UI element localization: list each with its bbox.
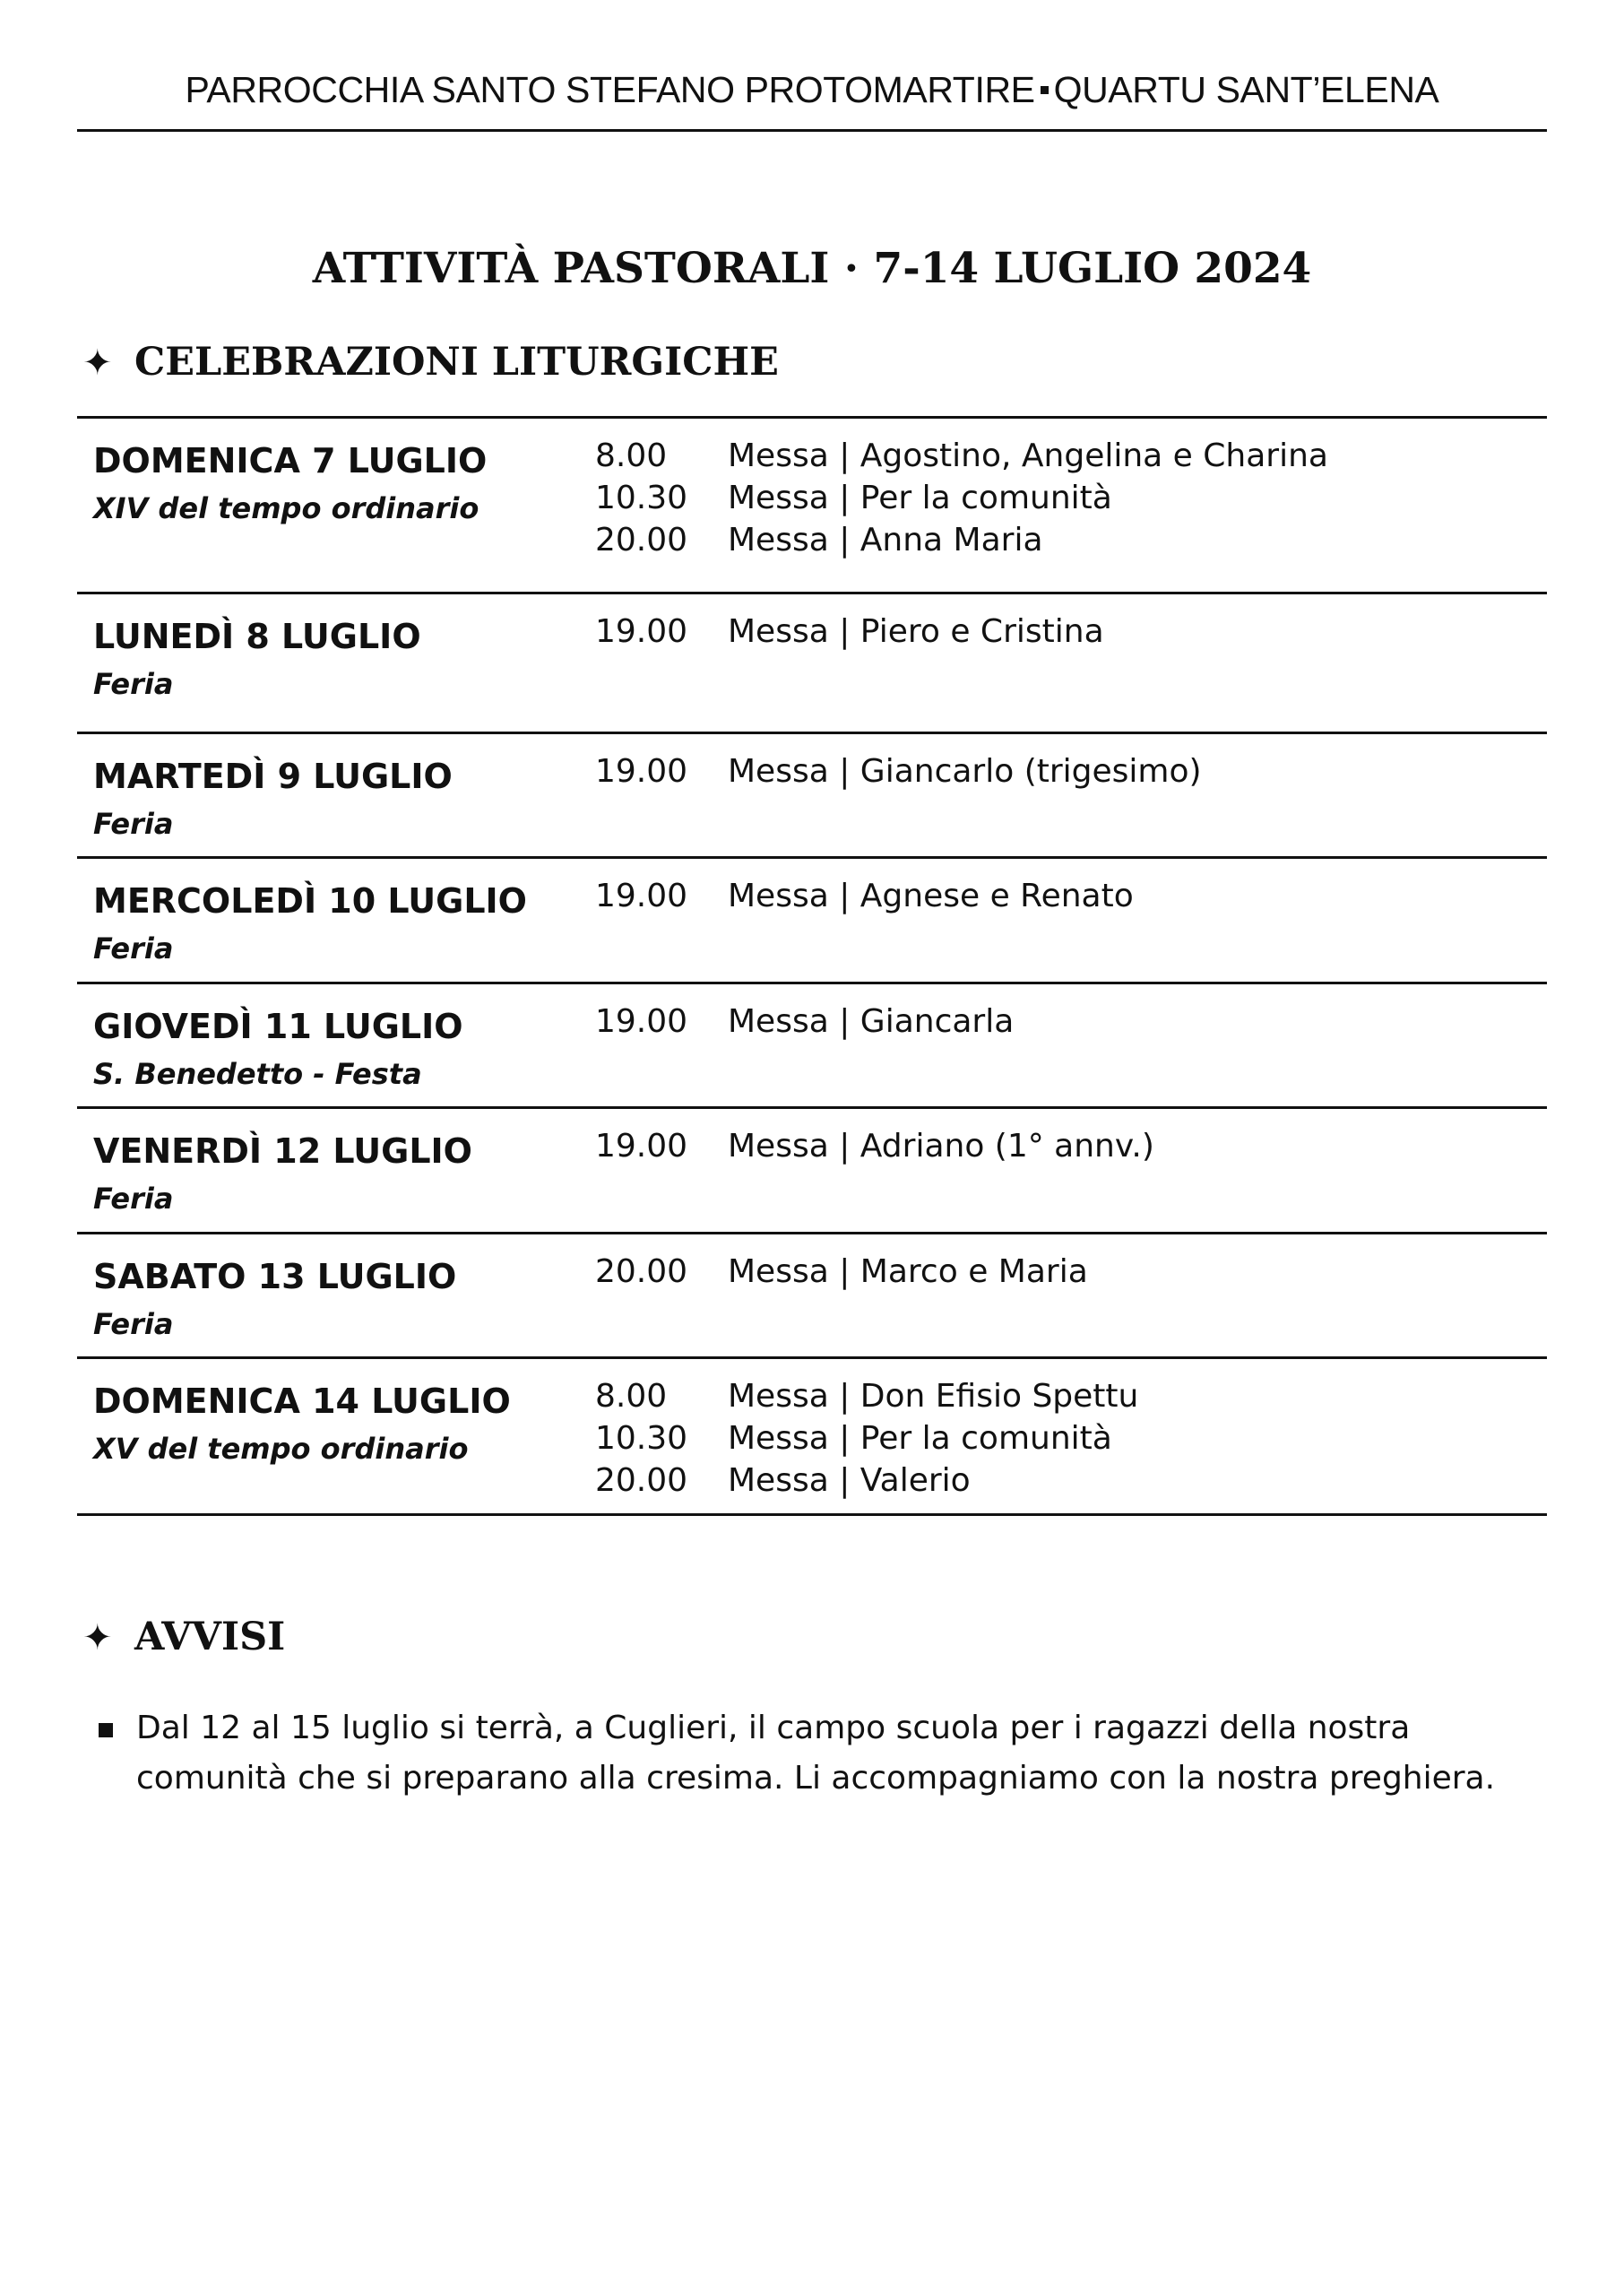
page-title: ATTIVITÀ PASTORALI · 7-14 LUGLIO 2024 (312, 244, 1312, 293)
event-item (595, 1125, 1154, 1167)
event-list (595, 435, 1328, 561)
notice-text: Dal 12 al 15 luglio si terrà, a Cuglieri, il campo scuola per i ragazzi della nostra comunità che si preparano alla cresima. Li accompagniamo con la nostra preghiera. (136, 1710, 1496, 1797)
event-time: 8.00 (595, 1378, 668, 1415)
four-pointed-star-icon: ✦ (82, 1617, 113, 1658)
schedule-row (77, 594, 1547, 734)
event-item (595, 519, 1328, 561)
notice-item (77, 1703, 1556, 1804)
schedule-row (77, 1109, 1547, 1234)
event-time: 19.00 (595, 878, 688, 914)
schedule-table (77, 416, 1547, 1516)
event-description: Messa | Adriano (1° annv.) (728, 1128, 1154, 1165)
schedule-row (77, 984, 1547, 1109)
event-time: 8.00 (595, 437, 668, 474)
event-time: 20.00 (595, 1462, 688, 1499)
day-liturgical-note: Feria (93, 667, 174, 701)
event-item (595, 477, 1328, 519)
event-time: 19.00 (595, 613, 688, 650)
day-name: MARTEDÌ 9 LUGLIO (93, 757, 453, 796)
schedule-row (77, 1234, 1547, 1359)
day-liturgical-note: XIV del tempo ordinario (93, 491, 479, 525)
event-item (595, 611, 1104, 653)
event-description: Messa | Per la comunità (728, 480, 1112, 516)
event-description: Messa | Don Efisio Spettu (728, 1378, 1139, 1415)
event-item (595, 750, 1202, 792)
schedule-row (77, 734, 1547, 859)
event-item (595, 1251, 1088, 1293)
event-item (595, 1417, 1138, 1459)
event-description: Messa | Giancarlo (trigesimo) (728, 753, 1202, 790)
event-list (595, 1125, 1154, 1167)
event-list (595, 875, 1134, 917)
day-name: SABATO 13 LUGLIO (93, 1257, 457, 1296)
event-item (595, 1459, 1138, 1502)
event-description: Messa | Agostino, Angelina e Charina (728, 437, 1328, 474)
event-time: 10.30 (595, 480, 688, 516)
four-pointed-star-icon: ✦ (82, 342, 113, 384)
event-list (595, 1251, 1088, 1293)
event-item (595, 875, 1134, 917)
event-description: Messa | Anna Maria (728, 522, 1043, 559)
day-name: LUNEDÌ 8 LUGLIO (93, 617, 421, 656)
day-liturgical-note: S. Benedetto - Festa (93, 1057, 422, 1091)
event-description: Messa | Giancarla (728, 1003, 1015, 1040)
day-liturgical-note: Feria (93, 931, 174, 966)
event-description: Messa | Per la comunità (728, 1420, 1112, 1457)
section-title-notices: AVVISI (134, 1615, 286, 1659)
event-list (595, 1000, 1014, 1043)
event-item (595, 1000, 1014, 1043)
square-separator-icon (1041, 86, 1049, 94)
event-time: 20.00 (595, 522, 688, 559)
section-title-liturgy: CELEBRAZIONI LITURGICHE (134, 340, 779, 385)
event-item (595, 1375, 1138, 1417)
event-description: Messa | Piero e Cristina (728, 613, 1104, 650)
event-item (595, 435, 1328, 477)
day-liturgical-note: Feria (93, 807, 174, 841)
event-description: Messa | Agnese e Renato (728, 878, 1134, 914)
event-list (595, 611, 1104, 653)
event-description: Messa | Valerio (728, 1462, 971, 1499)
parish-name: PARROCCHIA SANTO STEFANO PROTOMARTIRE (185, 69, 1035, 110)
day-name: GIOVEDÌ 11 LUGLIO (93, 1007, 463, 1046)
schedule-row (77, 1359, 1547, 1516)
event-list (595, 750, 1202, 792)
day-name: VENERDÌ 12 LUGLIO (93, 1131, 472, 1171)
event-time: 19.00 (595, 1128, 688, 1165)
day-name: DOMENICA 14 LUGLIO (93, 1381, 511, 1421)
schedule-row (77, 859, 1547, 984)
day-name: MERCOLEDÌ 10 LUGLIO (93, 881, 527, 921)
event-time: 19.00 (595, 1003, 688, 1040)
day-name: DOMENICA 7 LUGLIO (93, 441, 488, 481)
event-description: Messa | Marco e Maria (728, 1253, 1088, 1290)
event-time: 20.00 (595, 1253, 688, 1290)
town-name: QUARTU SANT’ELENA (1053, 69, 1439, 110)
event-time: 19.00 (595, 753, 688, 790)
event-list (595, 1375, 1138, 1502)
event-time: 10.30 (595, 1420, 688, 1457)
section-heading-notices (82, 1610, 285, 1665)
day-liturgical-note: XV del tempo ordinario (93, 1432, 469, 1466)
day-liturgical-note: Feria (93, 1182, 174, 1216)
notice-list (77, 1703, 1556, 1804)
page-header (77, 63, 1547, 132)
day-liturgical-note: Feria (93, 1307, 174, 1341)
section-heading-liturgy (82, 335, 779, 390)
square-bullet-icon (99, 1723, 113, 1737)
schedule-row (77, 419, 1547, 594)
